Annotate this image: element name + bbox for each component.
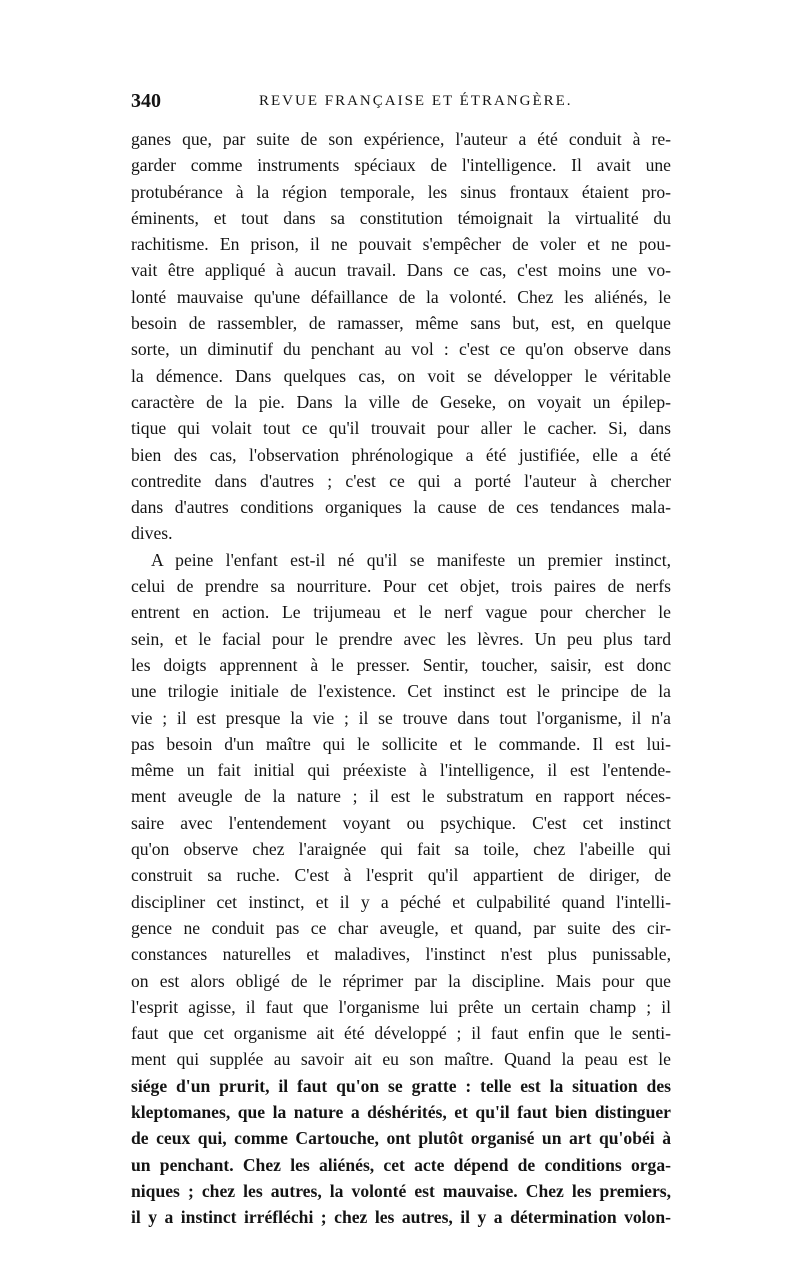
- text-line: construit sa ruche. C'est à l'esprit qu'il appartient de diriger, de: [131, 865, 671, 886]
- journal-title: REVUE FRANÇAISE ET ÉTRANGÈRE.: [259, 93, 573, 109]
- body-text: [131, 126, 671, 1230]
- text-line: rachitisme. En prison, il ne pouvait s'empêcher de voler et ne pou-: [131, 234, 671, 255]
- text-line: vie ; il est presque la vie ; il se trouve dans tout l'organisme, il n'a: [131, 707, 671, 728]
- text-line: A peine l'enfant est-il né qu'il se manifeste un premier instinct,: [151, 549, 671, 570]
- book-page: [131, 90, 671, 1230]
- text-line: sein, et le facial pour le prendre avec les lèvres. Un peu plus tard: [131, 628, 671, 649]
- text-line: ment aveugle de la nature ; il est le substratum en rapport néces-: [131, 786, 671, 807]
- text-line: caractère de la pie. Dans la ville de Geseke, on voyait un épilep-: [131, 391, 671, 412]
- text-line: les doigts apprennent à le presser. Sentir, toucher, saisir, est donc: [131, 654, 671, 675]
- text-line: éminents, et tout dans sa constitution témoignait la virtualité du: [131, 207, 671, 228]
- text-line: gence ne conduit pas ce char aveugle, et quand, par suite des cir-: [131, 917, 671, 938]
- text-line: kleptomanes, que la nature a déshérités, et qu'il faut bien distinguer: [131, 1101, 671, 1122]
- text-line: sorte, un diminutif du penchant au vol : c'est ce qu'on observe dans: [131, 339, 671, 360]
- text-line: qu'on observe chez l'araignée qui fait sa toile, chez l'abeille qui: [131, 839, 671, 860]
- text-line: garder comme instruments spéciaux de l'intelligence. Il avait une: [131, 155, 671, 176]
- text-line: bien des cas, l'observation phrénologique a été justifiée, elle a été: [131, 444, 671, 465]
- page-number: 340: [131, 90, 161, 112]
- text-line: siége d'un prurit, il faut qu'on se gratte : telle est la situation des: [131, 1075, 671, 1096]
- text-line: vait être appliqué à aucun travail. Dans ce cas, c'est moins une vo-: [131, 260, 671, 281]
- text-line: celui de prendre sa nourriture. Pour cet objet, trois paires de nerfs: [131, 576, 671, 597]
- text-line: la démence. Dans quelques cas, on voit se développer le véritable: [131, 365, 671, 386]
- text-line: niques ; chez les autres, la volonté est mauvaise. Chez les premiers,: [131, 1180, 671, 1201]
- text-line: saire avec l'entendement voyant ou psychique. C'est cet instinct: [131, 812, 671, 833]
- text-line: pas besoin d'un maître qui le sollicite et le commande. Il est lui-: [131, 733, 671, 754]
- text-line: ganes que, par suite de son expérience, l'auteur a été conduit à re-: [131, 129, 671, 149]
- text-line: une trilogie initiale de l'existence. Cet instinct est le principe de la: [131, 681, 671, 702]
- text-line: entrent en action. Le trijumeau et le nerf vague pour chercher le: [131, 602, 671, 623]
- text-line: dans d'autres conditions organiques la cause de ces tendances mala-: [131, 497, 671, 518]
- text-line: contredite dans d'autres ; c'est ce qui a porté l'auteur à chercher: [131, 470, 671, 491]
- text-line: besoin de rassembler, de ramasser, même sans but, est, en quelque: [131, 313, 671, 334]
- text-line: même un fait initial qui préexiste à l'intelligence, il est l'entende-: [131, 760, 671, 781]
- running-head: [131, 90, 671, 116]
- text-line: l'esprit agisse, il faut que l'organisme lui prête un certain champ ; il: [131, 996, 671, 1017]
- text-line: de ceux qui, comme Cartouche, ont plutôt organisé un art qu'obéi à: [131, 1128, 671, 1149]
- text-line: constances naturelles et maladives, l'instinct n'est plus punissable,: [131, 944, 671, 965]
- text-line: faut que cet organisme ait été développé ; il faut enfin que le senti-: [131, 1023, 671, 1044]
- text-line: on est alors obligé de le réprimer par la discipline. Mais pour que: [131, 970, 671, 991]
- text-line: tique qui volait tout ce qu'il trouvait pour aller le cacher. Si, dans: [131, 418, 671, 439]
- text-line: dives.: [131, 523, 173, 544]
- text-line: ment qui supplée au savoir ait eu son maître. Quand la peau est le: [131, 1049, 671, 1070]
- text-line: discipliner cet instinct, et il y a péché et culpabilité quand l'intelli-: [131, 891, 671, 912]
- text-line: protubérance à la région temporale, les sinus frontaux étaient pro-: [131, 181, 671, 202]
- text-line: lonté mauvaise qu'une défaillance de la volonté. Chez les aliénés, le: [131, 286, 671, 307]
- text-line: il y a instinct irréfléchi ; chez les autres, il y a détermination volon-: [131, 1207, 671, 1228]
- text-line: un penchant. Chez les aliénés, cet acte dépend de conditions orga-: [131, 1154, 671, 1175]
